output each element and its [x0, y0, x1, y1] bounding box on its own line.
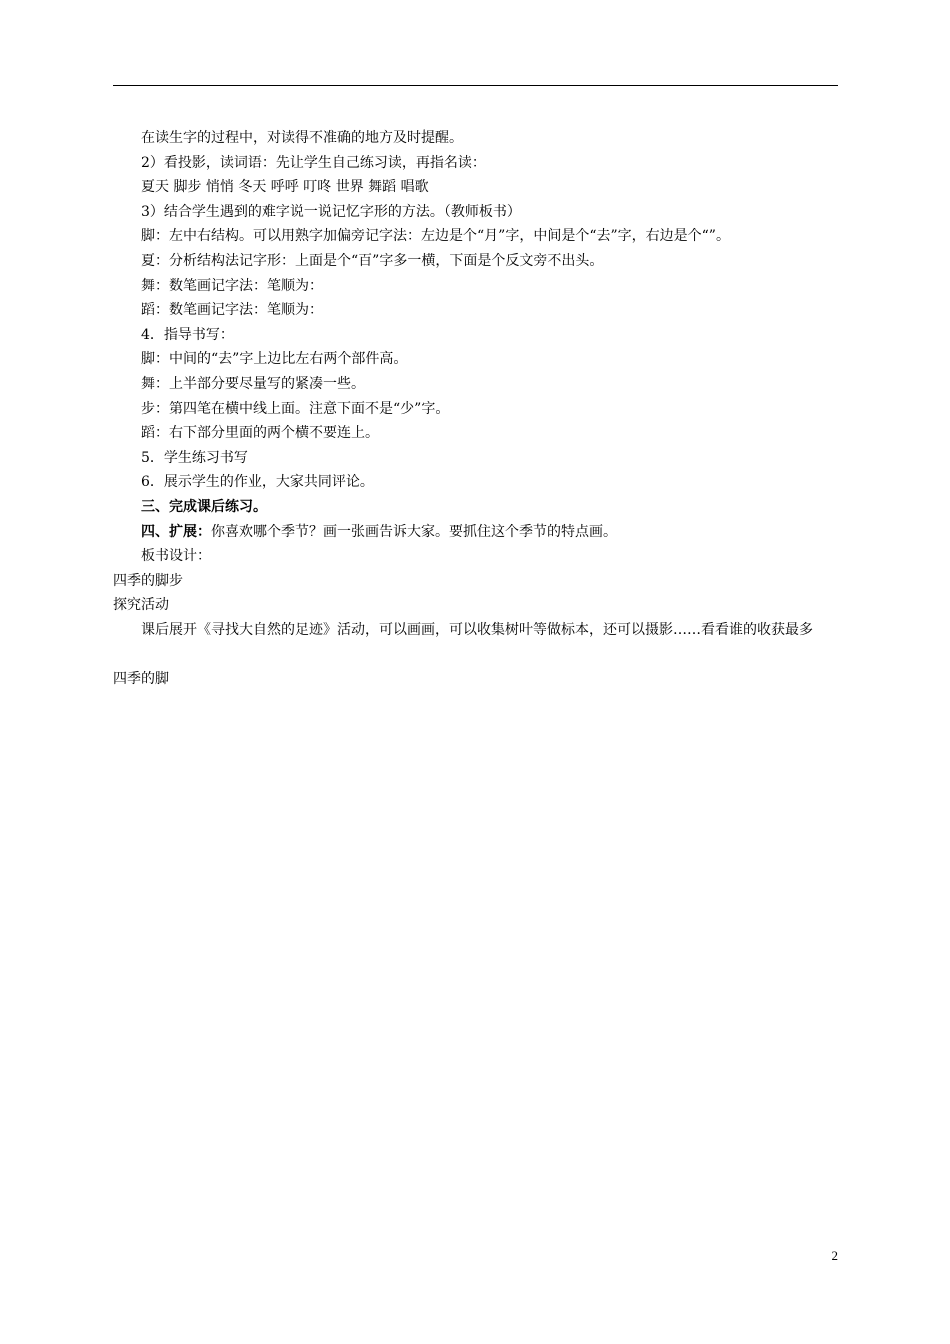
trailing-title: 四季的脚 [113, 671, 169, 688]
paragraph-step-3: 3）结合学生遇到的难字说一说记忆字形的方法。（教师板书） [141, 203, 521, 220]
page-number: 2 [831, 1248, 838, 1263]
blank-line [113, 642, 838, 667]
paragraph-step-6: 6．展示学生的作业，大家共同评论。 [141, 474, 374, 491]
paragraph-bu-writing: 步：第四笔在横中线上面。注意下面不是“少”字。 [141, 400, 450, 417]
section-4-text: 你喜欢哪个季节？画一张画告诉大家。要抓住这个季节的特点画。 [211, 523, 617, 540]
board-title: 四季的脚步 [113, 572, 183, 589]
paragraph-wu-strokes: 舞：数笔画记字法：笔顺为： [141, 277, 323, 294]
paragraph-step-2: 2）看投影，读词语：先让学生自己练习读，再指名读： [141, 154, 486, 171]
document-body [113, 126, 838, 692]
paragraph-jiao-writing: 脚：中间的“去”字上边比左右两个部件高。 [141, 351, 408, 368]
vocabulary-list: 夏天 脚步 悄悄 冬天 呼呼 叮咚 世界 舞蹈 唱歌 [141, 179, 429, 196]
paragraph-dao-strokes: 蹈：数笔画记字法：笔顺为： [141, 302, 323, 319]
paragraph-wu-writing: 舞：上半部分要尽量写的紧凑一些。 [141, 375, 365, 392]
heading-inquiry-activity: 探究活动 [113, 597, 169, 614]
paragraph-jiao-structure: 脚：左中右结构。可以用熟字加偏旁记字法：左边是个“月”字，中间是个“去”字，右边是个“”。 [141, 228, 730, 245]
paragraph-step-5: 5．学生练习书写 [141, 449, 248, 466]
paragraph-xia-structure: 夏：分析结构法记字形：上面是个“百”字多一横，下面是个反文旁不出头。 [141, 252, 604, 269]
paragraph-inquiry-activity: 课后展开《寻找大自然的足迹》活动，可以画画，可以收集树叶等做标本，还可以摄影……看看谁的收获最多 [141, 621, 813, 638]
paragraph-reading-reminder: 在读生字的过程中，对读得不准确的地方及时提醒。 [141, 130, 463, 146]
label-board-design: 板书设计： [141, 548, 211, 565]
heading-section-4: 四、扩展： [141, 523, 211, 540]
heading-writing-guide: 4．指导书写： [141, 326, 234, 343]
paragraph-dao-writing: 蹈：右下部分里面的两个横不要连上。 [141, 425, 379, 442]
heading-section-3: 三、完成课后练习。 [141, 498, 267, 515]
paragraph-section-4 [113, 520, 838, 545]
header-rule [113, 85, 838, 86]
